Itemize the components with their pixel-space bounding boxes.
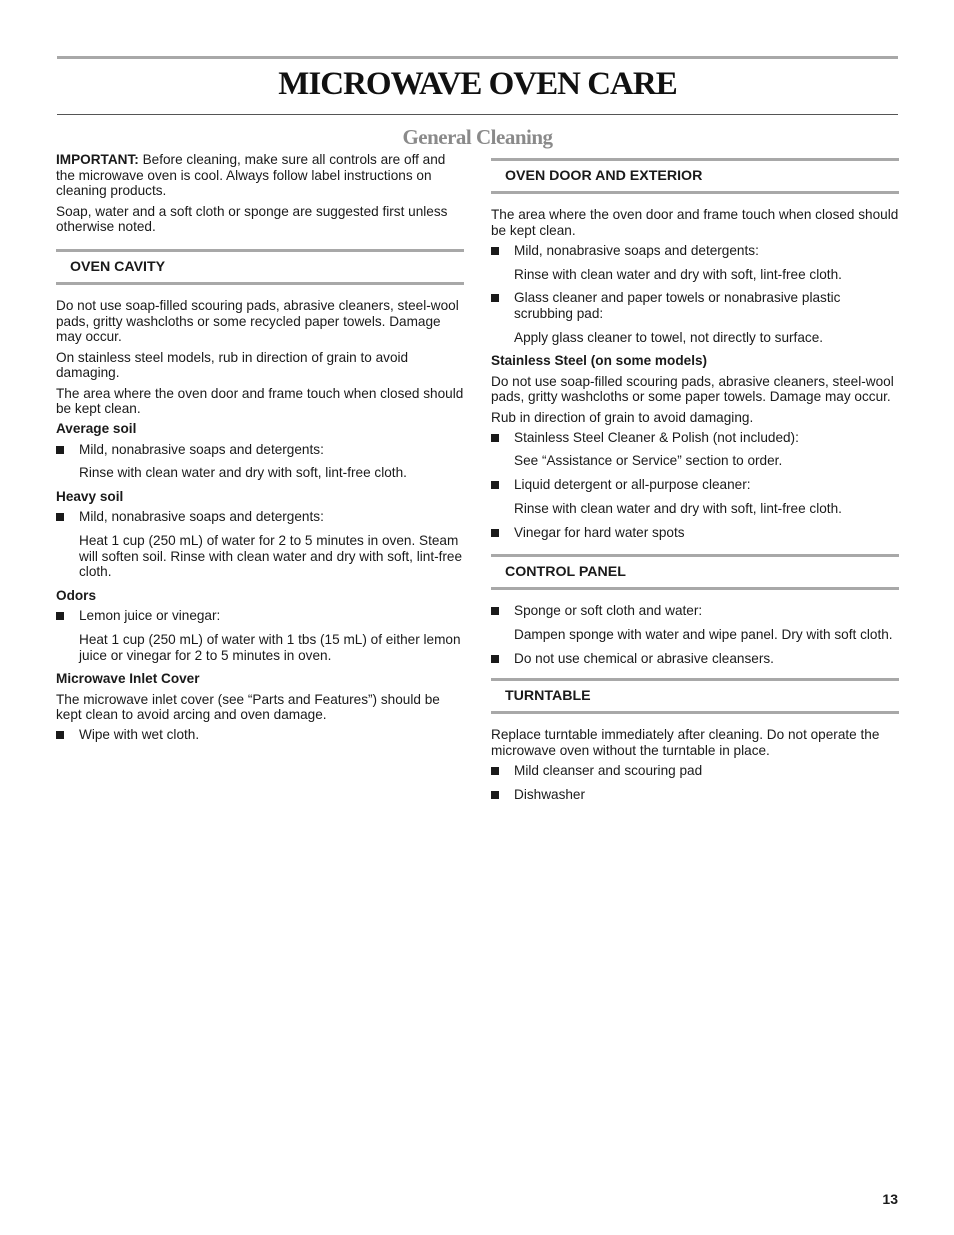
inlet-cover-text: The microwave inlet cover (see “Parts and Features”) should be kept clean to avoid arcing and oven damage. — [56, 691, 440, 723]
bullet-detail: Rinse with clean water and dry with soft, lint-free cloth. — [79, 465, 407, 481]
control-panel-heading: CONTROL PANEL — [491, 554, 899, 590]
bullet-detail: Rinse with clean water and dry with soft, lint-free cloth. — [514, 266, 842, 282]
left-column — [56, 152, 464, 751]
bullet-square-icon — [491, 767, 499, 775]
bullet-detail: See “Assistance or Service” section to order. — [514, 453, 783, 469]
bullet-text: Stainless Steel Cleaner & Polish (not included): — [514, 429, 799, 445]
list-item — [56, 509, 464, 525]
bullet-square-icon — [56, 446, 64, 454]
bullet-detail: Heat 1 cup (250 mL) of water for 2 to 5 minutes in oven. Steam will soften soil. Rinse with clean water and dry with soft, lint-free cloth. — [79, 532, 463, 580]
important-note — [56, 152, 464, 199]
list-item — [491, 763, 899, 779]
top-rule — [57, 56, 898, 59]
bullet-square-icon — [491, 294, 499, 302]
inlet-cover-label: Microwave Inlet Cover — [56, 671, 200, 687]
stainless-label: Stainless Steel (on some models) — [491, 353, 708, 369]
bullet-text: Liquid detergent or all-purpose cleaner: — [514, 477, 751, 493]
bullet-text: Dishwasher — [514, 786, 586, 802]
list-item — [491, 651, 899, 667]
bullet-square-icon — [56, 612, 64, 620]
bullet-text: Mild, nonabrasive soaps and detergents: — [79, 441, 324, 457]
stainless-p1: Do not use soap-filled scouring pads, abrasive cleaners, steel-wool pads, gritty washcloths or some paper towels. Damage may occur. — [491, 373, 894, 405]
bullet-detail: Apply glass cleaner to towel, not directly to surface. — [514, 329, 824, 345]
bullet-text: Glass cleaner and paper towels or nonabrasive plastic scrubbing pad: — [514, 290, 841, 322]
bullet-square-icon — [56, 513, 64, 521]
section-subtitle: General Cleaning — [402, 125, 553, 149]
bullet-square-icon — [491, 655, 499, 663]
bullet-text: Lemon juice or vinegar: — [79, 608, 221, 624]
bullet-square-icon — [491, 791, 499, 799]
list-item — [491, 787, 899, 803]
right-column — [491, 158, 899, 811]
bullet-text: Sponge or soft cloth and water: — [514, 603, 703, 619]
oven-cavity-heading: OVEN CAVITY — [56, 249, 464, 285]
list-item — [491, 430, 899, 446]
bullet-text: Mild, nonabrasive soaps and detergents: — [79, 509, 324, 525]
title-rule — [57, 114, 898, 115]
turntable-p1: Replace turntable immediately after cleaning. Do not operate the microwave oven without the turntable in place. — [491, 727, 880, 759]
oven-cavity-p1: Do not use soap-filled scouring pads, abrasive cleaners, steel-wool pads, gritty washcloths or some recycled paper towels. Damage may occur. — [56, 298, 459, 345]
bullet-text: Wipe with wet cloth. — [79, 727, 200, 743]
intro-paragraph: Soap, water and a soft cloth or sponge are suggested first unless otherwise noted. — [56, 203, 448, 235]
bullet-square-icon — [491, 607, 499, 615]
list-item — [491, 290, 899, 321]
list-item — [491, 603, 899, 619]
odors-label: Odors — [56, 588, 97, 604]
bullet-text: Vinegar for hard water spots — [514, 524, 685, 540]
bullet-detail: Dampen sponge with water and wipe panel. Dry with soft cloth. — [514, 626, 893, 642]
stainless-p2: Rub in direction of grain to avoid damaging. — [491, 409, 754, 425]
average-soil-label: Average soil — [56, 421, 137, 437]
heavy-soil-label: Heavy soil — [56, 489, 124, 505]
bullet-square-icon — [491, 529, 499, 537]
bullet-text: Do not use chemical or abrasive cleansers. — [514, 650, 774, 666]
list-item — [56, 727, 464, 743]
door-exterior-p1: The area where the oven door and frame touch when closed should be kept clean. — [491, 207, 899, 238]
turntable-heading: TURNTABLE — [491, 678, 899, 714]
important-label: IMPORTANT: — [56, 152, 139, 167]
bullet-text: Mild, nonabrasive soaps and detergents: — [514, 242, 759, 258]
door-exterior-heading: OVEN DOOR AND EXTERIOR — [491, 158, 899, 194]
page-title: MICROWAVE OVEN CARE — [278, 66, 677, 102]
oven-cavity-p2: On stainless steel models, rub in direction of grain to avoid damaging. — [56, 349, 409, 381]
list-item — [491, 243, 899, 259]
list-item — [56, 442, 464, 458]
bullet-square-icon — [491, 481, 499, 489]
bullet-detail: Rinse with clean water and dry with soft, lint-free cloth. — [514, 500, 842, 516]
oven-cavity-p3: The area where the oven door and frame touch when closed should be kept clean. — [56, 385, 464, 417]
bullet-detail: Heat 1 cup (250 mL) of water with 1 tbs (15 mL) of either lemon juice or vinegar for 2 to 5 minutes in oven. — [79, 631, 461, 663]
bullet-square-icon — [491, 247, 499, 255]
bullet-square-icon — [491, 434, 499, 442]
bullet-square-icon — [56, 731, 64, 739]
bullet-text: Mild cleanser and scouring pad — [514, 763, 703, 779]
list-item — [491, 525, 899, 541]
page-number: 13 — [882, 1191, 898, 1207]
list-item — [491, 477, 899, 493]
list-item — [56, 608, 464, 624]
important-text: Before cleaning, make sure all controls are off and the microwave oven is cool. Always follow label instructions on cleaning products. — [56, 152, 446, 199]
